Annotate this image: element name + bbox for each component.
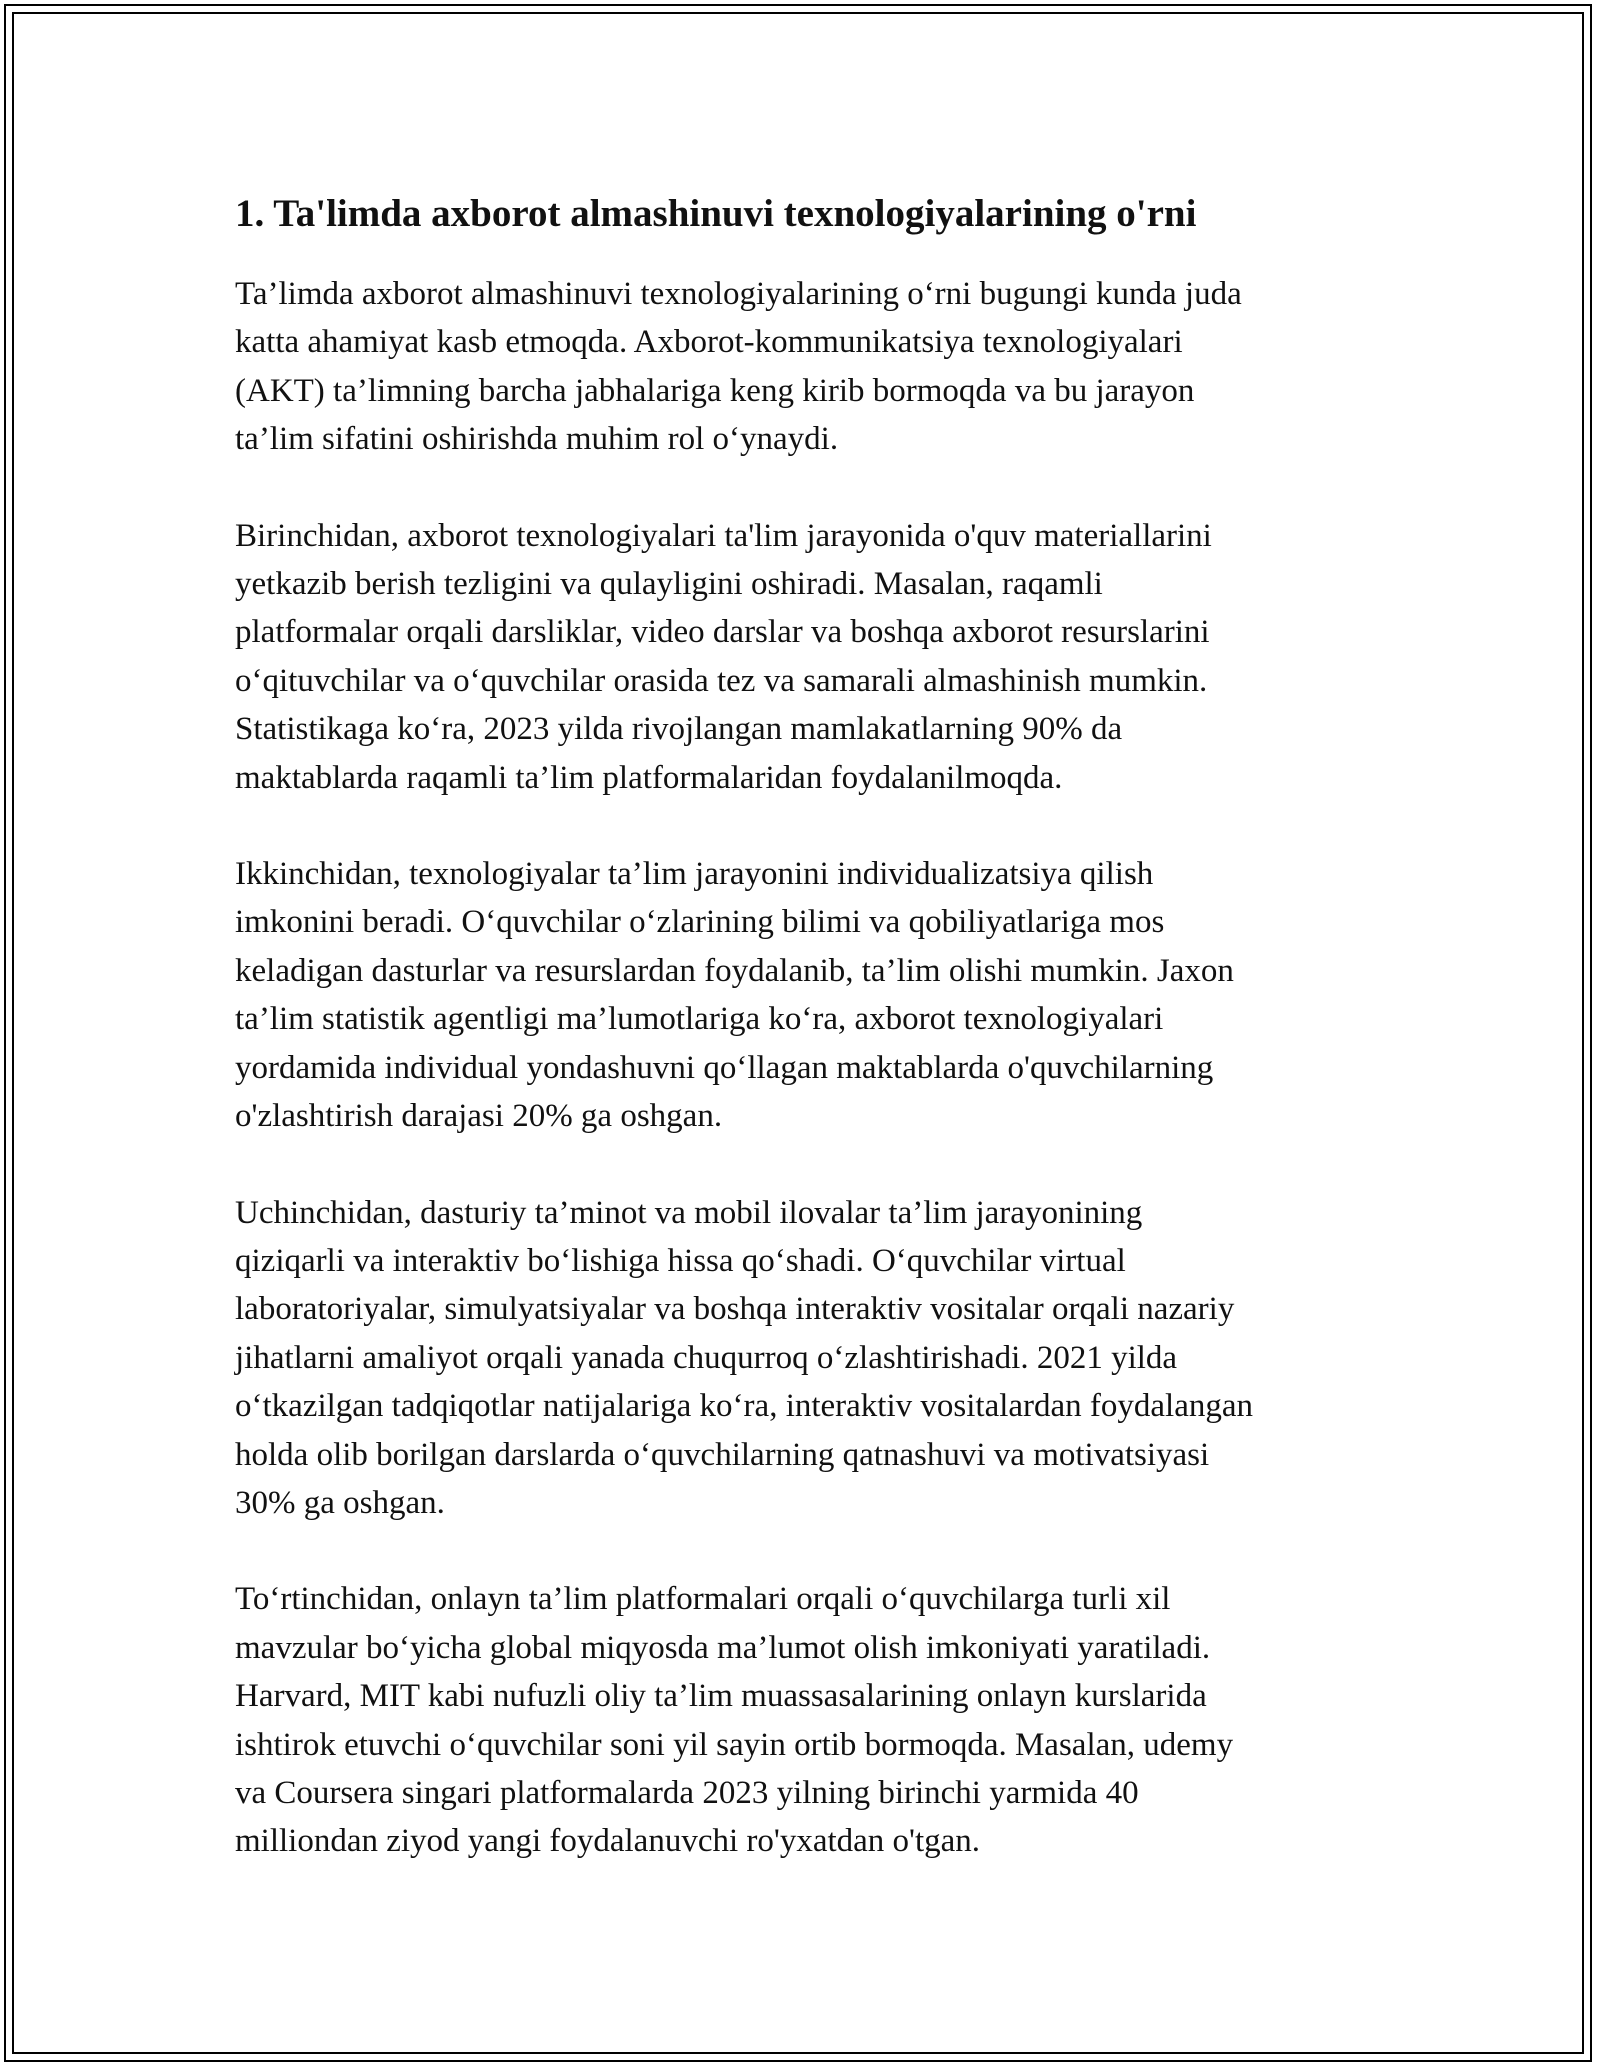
paragraph-line: ta’lim statistik agentligi ma’lumotlariga ko‘ra, axborot texnologiyalari <box>235 1001 1164 1038</box>
paragraph-line: holda olib borilgan darslarda o‘quvchilarning qatnashuvi va motivatsiyasi <box>235 1436 1210 1473</box>
paragraph-line: Harvard, MIT kabi nufuzli oliy ta’lim muassasalarining onlayn kurslarida <box>235 1678 1207 1715</box>
paragraph-line: va Coursera singari platformalarda 2023 yilning birinchi yarmida 40 <box>235 1774 1139 1811</box>
paragraph-line: qiziqarli va interaktiv bo‘lishiga hissa qo‘shadi. O‘quvchilar virtual <box>235 1242 1126 1279</box>
paragraph-line: Birinchidan, axborot texnologiyalari ta'lim jarayonida o'quv materiallarini <box>235 517 1212 554</box>
paragraph-third <box>235 1189 1375 1528</box>
paragraph-fourth <box>235 1575 1375 1865</box>
paragraph-line: imkonini beradi. O‘quvchilar o‘zlarining bilimi va qobiliyatlariga mos <box>235 904 1165 941</box>
paragraph-line: (AKT) ta’limning barcha jabhalariga keng kirib bormoqda va bu jarayon <box>235 372 1195 409</box>
paragraph-line: mavzular bo‘yicha global miqyosda ma’lumot olish imkoniyati yaratiladi. <box>235 1629 1211 1666</box>
document-body <box>235 188 1375 1914</box>
paragraph-line: laboratoriyalar, simulyatsiyalar va boshqa interaktiv vositalar orqali nazariy <box>235 1291 1235 1328</box>
paragraph-line: Statistikaga ko‘ra, 2023 yilda rivojlangan mamlakatlarning 90% da <box>235 711 1123 748</box>
section-heading: 1. Ta'limda axborot almashinuvi texnologiyalarining o'rni <box>235 192 1197 235</box>
paragraph-second <box>235 850 1375 1140</box>
paragraph-line: jihatlarni amaliyot orqali yanada chuqurroq o‘zlashtirishadi. 2021 yilda <box>235 1339 1178 1376</box>
paragraph-first <box>235 512 1375 802</box>
paragraph-line: yetkazib berish tezligini va qulayligini oshiradi. Masalan, raqamli <box>235 566 1103 603</box>
paragraph-line: o‘qituvchilar va o‘quvchilar orasida tez va samarali almashinish mumkin. <box>235 662 1208 699</box>
paragraph-line: maktablarda raqamli ta’lim platformalaridan foydalanilmoqda. <box>235 759 1063 796</box>
paragraph-line: Uchinchidan, dasturiy ta’minot va mobil ilovalar ta’lim jarayonining <box>235 1194 1143 1231</box>
paragraph-line: Ikkinchidan, texnologiyalar ta’lim jarayonini individualizatsiya qilish <box>235 856 1154 893</box>
paragraph-line: 30% ga oshgan. <box>235 1484 445 1521</box>
paragraph-line: platformalar orqali darsliklar, video darslar va boshqa axborot resurslarini <box>235 614 1210 651</box>
paragraph-line: ta’lim sifatini oshirishda muhim rol o‘ynaydi. <box>235 421 839 458</box>
paragraph-line: yordamida individual yondashuvni qo‘llagan maktablarda o'quvchilarning <box>235 1049 1214 1086</box>
paragraph-line: o‘tkazilgan tadqiqotlar natijalariga ko‘ra, interaktiv vositalardan foydalangan <box>235 1388 1254 1425</box>
paragraph-line: milliondan ziyod yangi foydalanuvchi ro'yxatdan o'tgan. <box>235 1823 981 1860</box>
paragraph-line: Ta’limda axborot almashinuvi texnologiyalarining o‘rni bugungi kunda juda <box>235 276 1242 312</box>
paragraph-intro <box>235 270 1375 464</box>
paragraph-line: ishtirok etuvchi o‘quvchilar soni yil sayin ortib bormoqda. Masalan, udemy <box>235 1726 1234 1763</box>
paragraph-line: o'zlashtirish darajasi 20% ga oshgan. <box>235 1098 723 1135</box>
paragraph-line: keladigan dasturlar va resurslardan foydalanib, ta’lim olishi mumkin. Jaxon <box>235 952 1234 989</box>
paragraph-line: katta ahamiyat kasb etmoqda. Axborot-kommunikatsiya texnologiyalari <box>235 324 1183 361</box>
paragraph-line: To‘rtinchidan, onlayn ta’lim platformalari orqali o‘quvchilarga turli xil <box>235 1581 1171 1618</box>
